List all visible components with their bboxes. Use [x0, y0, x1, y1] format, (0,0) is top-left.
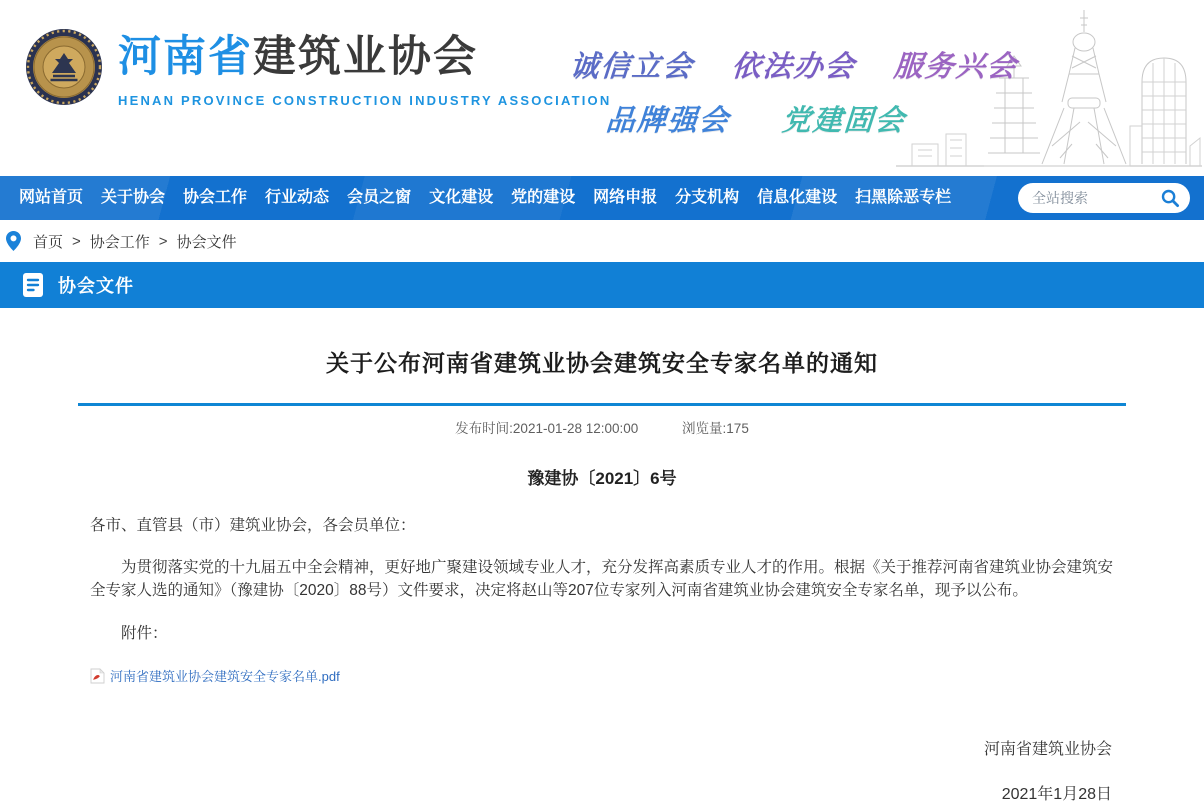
attachment-pdf-link[interactable]	[90, 666, 340, 685]
nav-item-informatization[interactable]: 信息化建设	[757, 189, 838, 206]
search-button[interactable]	[1160, 188, 1180, 208]
salutation: 各市、直管县（市）建筑业协会，各会员单位：	[90, 517, 416, 534]
nav-item-association-work[interactable]: 协会工作	[183, 189, 248, 206]
attachment-filename: 河南省建筑业协会建筑安全专家名单.pdf	[110, 669, 340, 684]
breadcrumb	[0, 220, 1204, 262]
nav-item-online-declaration[interactable]: 网络申报	[593, 189, 658, 206]
article-title: 关于公布河南省建筑业协会建筑安全专家名单的通知	[326, 350, 878, 376]
publish-time: 发布时间:2021-01-28 12:00:00	[455, 421, 639, 436]
slogan: 依法办会	[730, 51, 857, 83]
nav-item-home[interactable]: 网站首页	[19, 189, 84, 206]
site-logo-link[interactable]	[24, 27, 611, 108]
body-paragraph: 为贯彻落实党的十九届五中全会精神，更好地广聚建设领域专业人才，充分发挥高素质专业人才的作用。根据《关于推荐河南省建筑业协会建筑安全专家人选的通知》（豫建协〔2020〕88号）文件要求，决定将赵山等207位专家列入河南省建筑业协会建筑安全专家名单，现予以公布。	[90, 559, 1114, 599]
pdf-file-icon	[90, 668, 105, 684]
signature-block	[92, 736, 1112, 804]
article-body	[90, 514, 1114, 645]
signature-date: 2021年1月28日	[1001, 785, 1112, 803]
nav-item-about[interactable]: 关于协会	[101, 189, 166, 206]
nav-item-industry-news[interactable]: 行业动态	[265, 189, 330, 206]
article	[0, 308, 1204, 804]
slogan: 服务兴会	[892, 51, 1019, 83]
nav-item-branches[interactable]: 分支机构	[675, 189, 740, 206]
nav-item-anti-crime-column[interactable]: 扫黑除恶专栏	[855, 189, 952, 206]
breadcrumb-association-documents[interactable]: 协会文件	[176, 233, 237, 251]
search-icon	[1160, 188, 1180, 208]
location-pin-icon	[6, 231, 21, 251]
main-nav	[0, 176, 1204, 220]
attachment-row	[90, 666, 1114, 689]
title-divider	[78, 403, 1126, 406]
section-banner	[0, 262, 1204, 308]
site-title-english: HENAN PROVINCE CONSTRUCTION INDUSTRY ASSOCIATION	[118, 93, 612, 108]
site-title: 河南省建筑业协会	[118, 33, 478, 81]
article-meta	[0, 417, 1204, 437]
site-search	[1018, 183, 1190, 213]
slogan: 品牌强会	[604, 105, 732, 137]
document-number: 豫建协〔2021〕6号	[527, 469, 677, 488]
search-input[interactable]	[1032, 190, 1160, 206]
document-icon	[22, 272, 44, 298]
breadcrumb-home[interactable]: 首页	[33, 233, 64, 251]
nav-item-party-building[interactable]: 党的建设	[511, 189, 576, 206]
association-seal-logo	[24, 27, 104, 107]
slogan: 诚信立会	[568, 51, 695, 83]
view-count: 浏览量:175	[682, 421, 749, 436]
breadcrumb-association-work[interactable]: 协会工作	[89, 233, 150, 251]
section-title: 协会文件	[58, 276, 134, 296]
breadcrumb-separator: >	[72, 232, 81, 250]
breadcrumb-separator: >	[158, 232, 168, 250]
site-header	[0, 0, 1204, 176]
attachment-label: 附件：	[121, 625, 168, 642]
slogan: 党建固会	[780, 105, 908, 137]
nav-item-members[interactable]: 会员之窗	[347, 189, 412, 206]
header-slogans	[565, 44, 1019, 139]
signature-org: 河南省建筑业协会	[983, 740, 1112, 758]
nav-item-culture[interactable]: 文化建设	[429, 189, 494, 206]
